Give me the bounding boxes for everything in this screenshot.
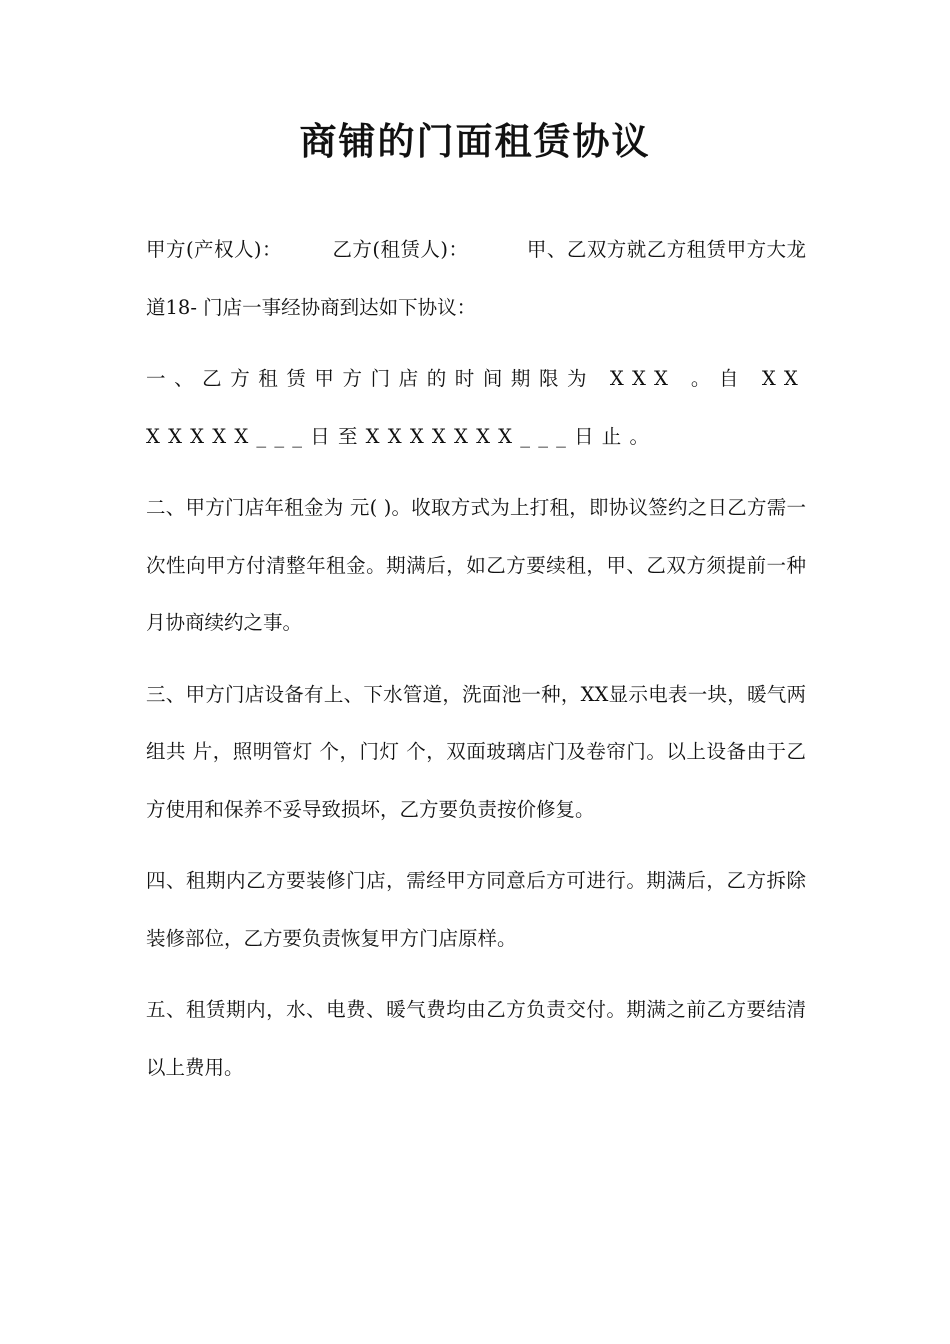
clause-1: 一、乙方租赁甲方门店的时间期限为 XXX 。自 XXXXXXX___日至XXXXXXX___日止。 (146, 367, 806, 448)
party-b-label: 乙方(租赁人)： (331, 238, 469, 261)
clause-2: 二、甲方门店年租金为 元( )。收取方式为上打租，即协议签约之日乙方需一次性向甲方付清整年租金。期满后，如乙方要续租，甲、乙双方须提前一种月协商续约之事。 (146, 496, 806, 634)
party-a-label: 甲方(产权人)： (146, 238, 282, 261)
intro-text: 甲、乙双方就乙方租赁甲方大龙道18- 门店一事经协商到达如下协议： (146, 238, 807, 319)
clause-5: 五、租赁期内，水、电费、暖气费均由乙方负责交付。期满之前乙方要结清以上费用。 (146, 998, 806, 1079)
document-body (146, 221, 806, 1110)
document-title: 商铺的门面租赁协议 (299, 120, 651, 163)
clause-3: 三、甲方门店设备有上、下水管道，洗面池一种，XX显示电表一块，暖气两组共 片，照明管灯 个，门灯 个，双面玻璃店门及卷帘门。以上设备由于乙方使用和保养不妥导致损坏，乙方要负责按价修复。 (146, 682, 806, 821)
parties-paragraph (146, 221, 806, 336)
clause-4: 四、租期内乙方要装修门店，需经甲方同意后方可进行。期满后，乙方拆除装修部位，乙方要负责恢复甲方门店原样。 (146, 869, 806, 950)
